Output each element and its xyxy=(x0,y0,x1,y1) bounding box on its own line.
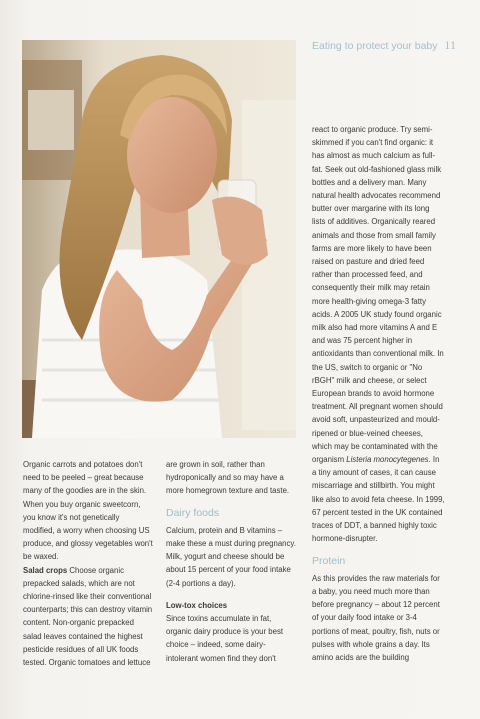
page-number: 11 xyxy=(444,38,456,52)
paragraph: are grown in soil, rather than hydroponically and so may have a more homegrown texture and taste. xyxy=(166,460,290,496)
section-heading: Dairy foods xyxy=(166,506,220,519)
subsection-heading: Low-tox choices xyxy=(166,600,228,610)
paragraph: Calcium, protein and B vitamins – make these a must during pregnancy. Milk, yogurt and cheese should be about 15 percent of your food intake (2-4 portions a day). xyxy=(166,525,296,588)
paragraph-text: Choose organic prepacked salads, which are not chlorine-rinsed like their conventional counterparts; this can destroy vitamin content. Non-organic prepacked salad leaves contained the highest pesticide residues of all UK foods tested. Organic tomatoes and lettuce xyxy=(23,565,153,668)
paragraph: As this provides the raw materials for a baby, you need much more than before pregnancy – about 12 percent of your daily food intake or 3-4 portions of meat, poultry, fish, nuts or pulses with whole grains a day. Its amino acids are the building xyxy=(312,573,440,662)
running-header xyxy=(312,38,462,53)
italic-term: Listeria monocytegenes xyxy=(346,455,429,465)
photo-illustration xyxy=(22,40,296,438)
paragraph-text: react to organic produce. Try semi-skimmed if you can't find organic: it has almost as much calcium as full-fat. Seek out old-fashioned glass milk bottles and a delivery man. Many natural health advocates recommend butter over margarine with its long lists of additives. Organically reared animals and those from small family farms are more likely to have been raised on pasture and dried feed rather than processed feed, and consequently their milk may retain more health-giving omega-3 fatty acids. A 2005 UK study found organic milk also had more vitamins A and E and was 75 percent higher in antioxidants than conventional milk. In the US, switch to organic or "No rBGH" milk and cheese, or select European brands to avoid hormone treatment. All pregnant women should avoid soft, unpasteurized and mould-ripened or blue-veined cheeses, which may be contaminated with the organism xyxy=(312,125,444,465)
text-column-3 xyxy=(312,123,445,664)
paragraph: Organic carrots and potatoes don't need to be peeled – great because many of the goodies are in the skin. When you buy organic sweetcorn, you know it's not genetically modified, a worry when choosing US produce, and glossy vegetables won't be waxed. xyxy=(23,460,153,562)
inline-heading: Salad crops xyxy=(23,565,68,575)
text-column-1 xyxy=(23,458,153,669)
section-heading: Protein xyxy=(312,554,346,567)
paragraph xyxy=(312,123,445,546)
paragraph-text: . In a tiny amount of cases, it can cause miscarriage and stillbirth. You might like also to avoid feta cheese. In 1999, 67 percent tested in the UK contained traces of DDT, a banned highly toxic hormone-disrupter. xyxy=(312,455,445,544)
paragraph: Since toxins accumulate in fat, organic dairy produce is your best choice – indeed, some dairy-intolerant women find they don't xyxy=(166,614,284,663)
paragraph xyxy=(23,564,153,670)
photo-woman-drinking-milk xyxy=(22,40,296,438)
text-column-2 xyxy=(166,458,296,665)
header-title: Eating to protect your baby xyxy=(312,40,438,52)
